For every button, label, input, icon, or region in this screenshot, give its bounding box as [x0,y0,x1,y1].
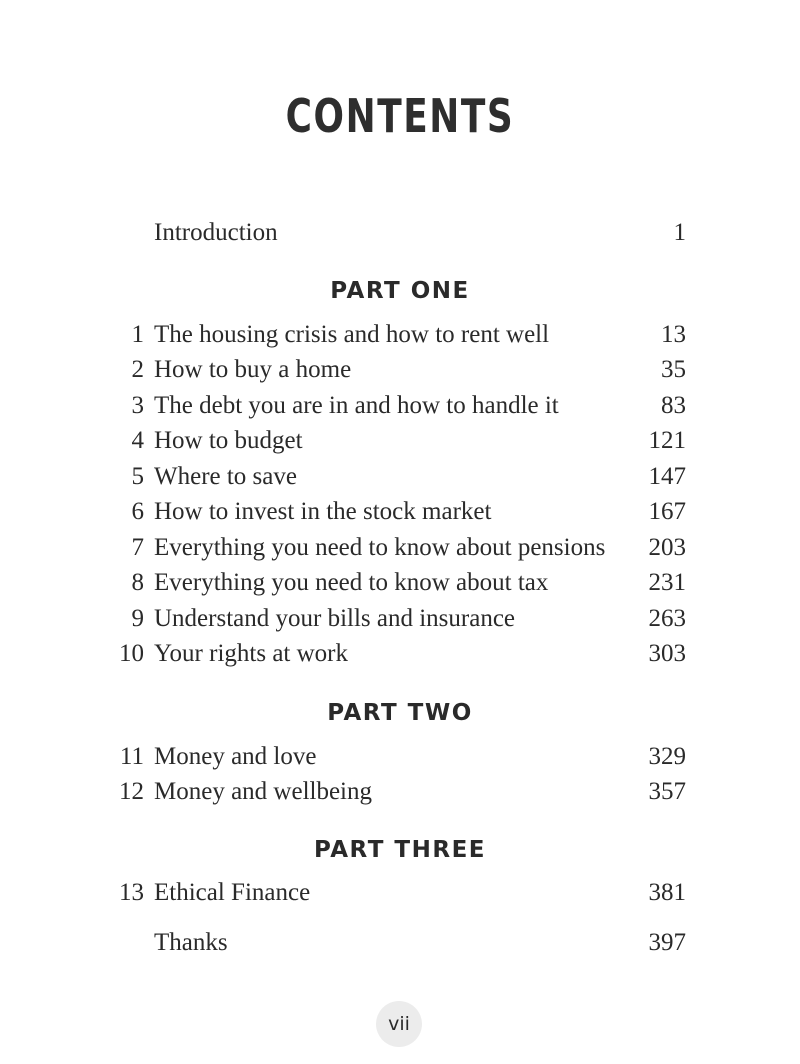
toc-entry [100,740,686,774]
entry-label: Money and wellbeing [154,778,373,805]
entry-page: 357 [648,778,686,805]
entry-label: The debt you are in and how to handle it [154,392,559,419]
entry-page: 263 [648,605,686,632]
entry-page: 83 [661,392,686,419]
toc-entry [100,531,686,565]
entry-label: Your rights at work [154,640,348,667]
chapter-number: 2 [131,356,144,383]
toc-entry [100,424,686,458]
entry-page: 381 [648,879,686,906]
chapter-number: 9 [131,605,144,632]
entry-label: Thanks [154,929,228,956]
chapter-number: 11 [119,743,144,770]
toc-entry [100,495,686,529]
chapter-number: 10 [119,640,144,667]
entry-label: Money and love [154,743,317,770]
toc-entry [100,602,686,636]
chapter-number: 7 [131,534,144,561]
entry-label: Where to save [154,463,297,490]
entry-page: 167 [648,498,686,525]
entry-label: Understand your bills and insurance [154,605,516,632]
entry-label: Everything you need to know about tax [154,569,549,596]
toc-entry [100,353,686,387]
chapter-number: 6 [131,498,144,525]
entry-label: How to buy a home [154,356,352,383]
chapter-number: 5 [131,463,144,490]
entry-page: 397 [648,929,686,956]
chapter-number: 12 [119,778,144,805]
toc-entry [100,389,686,423]
chapter-number: 3 [131,392,144,419]
toc-entry [100,775,686,809]
toc-entry [100,637,686,671]
chapter-number: 8 [131,569,144,596]
toc-entry-introduction [100,216,686,250]
entry-label: How to invest in the stock market [154,498,492,525]
entry-page: 303 [648,640,686,667]
part-heading: PART TWO [327,700,473,726]
part-heading: PART ONE [330,278,470,304]
entry-page: 35 [661,356,686,383]
toc-entry-thanks [100,926,686,960]
entry-label: How to budget [154,427,303,454]
entry-label: Introduction [154,219,278,246]
chapter-number: 13 [119,879,144,906]
entry-label: The housing crisis and how to rent well [154,321,550,348]
toc-entry [100,566,686,600]
entry-page: 13 [661,321,686,348]
chapter-number: 1 [131,321,144,348]
part-heading: PART THREE [314,837,486,863]
page-title: CONTENTS [285,89,515,143]
entry-page: 231 [648,569,686,596]
entry-page: 1 [673,219,686,246]
entry-page: 203 [648,534,686,561]
chapter-number: 4 [131,427,144,454]
entry-label: Ethical Finance [154,879,311,906]
entry-page: 329 [648,743,686,770]
page-number-badge: vii [376,1001,422,1047]
toc-entry [100,460,686,494]
toc-entry [100,318,686,352]
toc-entry [100,876,686,910]
entry-page: 147 [648,463,686,490]
entry-page: 121 [648,427,686,454]
entry-label: Everything you need to know about pensions [154,534,606,561]
